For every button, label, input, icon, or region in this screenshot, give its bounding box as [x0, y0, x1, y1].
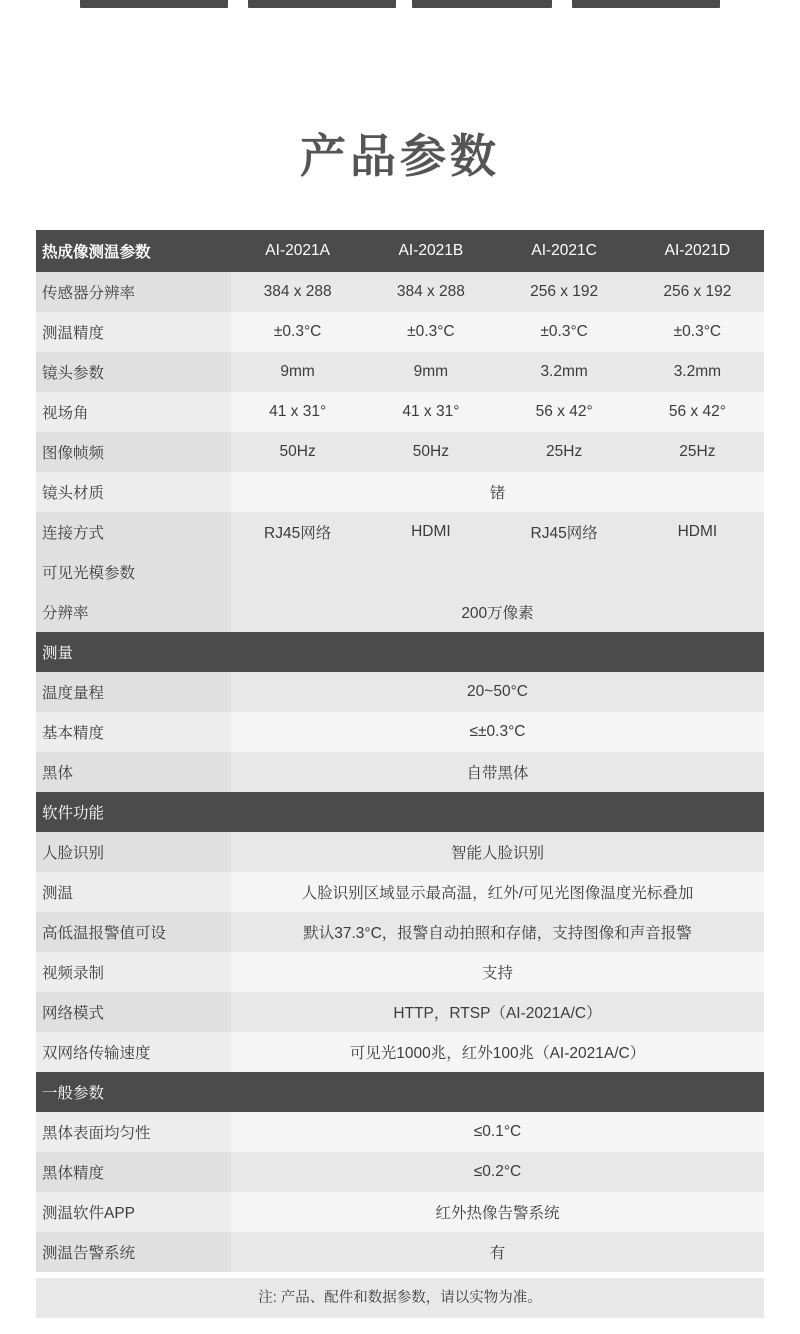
- row-value: 红外热像告警系统: [231, 1192, 764, 1232]
- row-label: 图像帧频: [36, 432, 231, 472]
- row-label: 高低温报警值可设: [36, 912, 231, 952]
- row-label: 测温软件APP: [36, 1192, 231, 1232]
- table-row: [36, 512, 764, 552]
- row-value: HTTP，RTSP（AI-2021A/C）: [231, 992, 764, 1032]
- row-value-0: 384 x 288: [231, 272, 364, 312]
- row-value-0: RJ45网络: [231, 512, 364, 552]
- table-row: [36, 312, 764, 352]
- top-chip-2: [248, 0, 396, 8]
- row-value-1: 9mm: [364, 352, 497, 392]
- column-header-2: AI-2021B: [364, 230, 497, 272]
- table-row: [36, 712, 764, 752]
- table-row: [36, 912, 764, 952]
- table-section-row: [36, 632, 764, 672]
- table-row: [36, 872, 764, 912]
- table-row: [36, 832, 764, 872]
- table-row: [36, 392, 764, 432]
- row-value: 有: [231, 1232, 764, 1272]
- column-header-3: AI-2021C: [498, 230, 631, 272]
- row-value-3: 56 x 42°: [631, 392, 764, 432]
- row-label: 黑体表面均匀性: [36, 1112, 231, 1152]
- row-value-2: 25Hz: [498, 432, 631, 472]
- product-spec-page: [0, 10, 800, 1334]
- row-value: 20~50°C: [231, 672, 764, 712]
- row-label: 传感器分辨率: [36, 272, 231, 312]
- row-value: 可见光1000兆，红外100兆（AI-2021A/C）: [231, 1032, 764, 1072]
- row-label: 视频录制: [36, 952, 231, 992]
- top-chip-3: [412, 0, 552, 8]
- table-row: [36, 1112, 764, 1152]
- row-value: 人脸识别区域显示最高温，红外/可见光图像温度光标叠加: [231, 872, 764, 912]
- row-value: ≤0.2°C: [231, 1152, 764, 1192]
- row-value: 自带黑体: [231, 752, 764, 792]
- row-label: 可见光模参数: [36, 552, 231, 592]
- row-value: ≤±0.3°C: [231, 712, 764, 752]
- row-label: 分辨率: [36, 592, 231, 632]
- row-label: 人脸识别: [36, 832, 231, 872]
- row-value-0: 50Hz: [231, 432, 364, 472]
- section-label: 测量: [36, 632, 231, 672]
- table-note: 注: 产品、配件和数据参数，请以实物为准。: [36, 1278, 764, 1318]
- row-value-1: HDMI: [364, 512, 497, 552]
- row-label: 连接方式: [36, 512, 231, 552]
- row-label: 网络模式: [36, 992, 231, 1032]
- table-header-row: [36, 230, 764, 272]
- row-value-3: HDMI: [631, 512, 764, 552]
- row-value: 智能人脸识别: [231, 832, 764, 872]
- row-value-1: 50Hz: [364, 432, 497, 472]
- table-row: [36, 752, 764, 792]
- row-value: 200万像素: [231, 592, 764, 632]
- column-header-1: AI-2021A: [231, 230, 364, 272]
- section-label: 软件功能: [36, 792, 231, 832]
- table-section-row: [36, 792, 764, 832]
- section-filler: [231, 632, 764, 672]
- row-value-0: 41 x 31°: [231, 392, 364, 432]
- table-row: [36, 432, 764, 472]
- section-label: 一般参数: [36, 1072, 231, 1112]
- row-label: 黑体: [36, 752, 231, 792]
- row-label: 测温告警系统: [36, 1232, 231, 1272]
- table-row: [36, 592, 764, 632]
- row-value: 锗: [231, 472, 764, 512]
- spec-table: [36, 230, 764, 1272]
- row-label: 黑体精度: [36, 1152, 231, 1192]
- table-row: [36, 472, 764, 512]
- row-label: 双网络传输速度: [36, 1032, 231, 1072]
- section-filler: [231, 792, 764, 832]
- row-value-3: ±0.3°C: [631, 312, 764, 352]
- row-label: 基本精度: [36, 712, 231, 752]
- table-row: [36, 672, 764, 712]
- table-section-row: [36, 1072, 764, 1112]
- table-row: [36, 992, 764, 1032]
- row-value-0: ±0.3°C: [231, 312, 364, 352]
- table-row: [36, 1032, 764, 1072]
- row-value: [231, 552, 764, 592]
- table-row: [36, 1192, 764, 1232]
- table-row: [36, 352, 764, 392]
- row-value-2: 56 x 42°: [498, 392, 631, 432]
- row-label: 镜头参数: [36, 352, 231, 392]
- row-value-3: 256 x 192: [631, 272, 764, 312]
- row-label: 视场角: [36, 392, 231, 432]
- top-chip-4: [572, 0, 720, 8]
- column-header-4: AI-2021D: [631, 230, 764, 272]
- spec-table-wrapper: [36, 230, 764, 1334]
- top-chip-1: [80, 0, 228, 8]
- section-filler: [231, 1072, 764, 1112]
- row-label: 温度量程: [36, 672, 231, 712]
- table-row: [36, 272, 764, 312]
- row-value-3: 3.2mm: [631, 352, 764, 392]
- row-label: 镜头材质: [36, 472, 231, 512]
- row-value-1: 384 x 288: [364, 272, 497, 312]
- row-value-2: RJ45网络: [498, 512, 631, 552]
- column-header-0: 热成像测温参数: [36, 230, 231, 272]
- table-row: [36, 1232, 764, 1272]
- table-row: [36, 952, 764, 992]
- row-value: ≤0.1°C: [231, 1112, 764, 1152]
- row-value-0: 9mm: [231, 352, 364, 392]
- row-value-1: 41 x 31°: [364, 392, 497, 432]
- table-row: [36, 1152, 764, 1192]
- row-value-3: 25Hz: [631, 432, 764, 472]
- row-value-1: ±0.3°C: [364, 312, 497, 352]
- row-value-2: 3.2mm: [498, 352, 631, 392]
- table-subheader-row: [36, 552, 764, 592]
- row-label: 测温: [36, 872, 231, 912]
- top-cropped-band: [0, 0, 800, 10]
- row-value-2: 256 x 192: [498, 272, 631, 312]
- row-value: 支持: [231, 952, 764, 992]
- row-value: 默认37.3°C，报警自动拍照和存储，支持图像和声音报警: [231, 912, 764, 952]
- page-title: 产品参数: [300, 129, 500, 183]
- row-value-2: ±0.3°C: [498, 312, 631, 352]
- row-label: 测温精度: [36, 312, 231, 352]
